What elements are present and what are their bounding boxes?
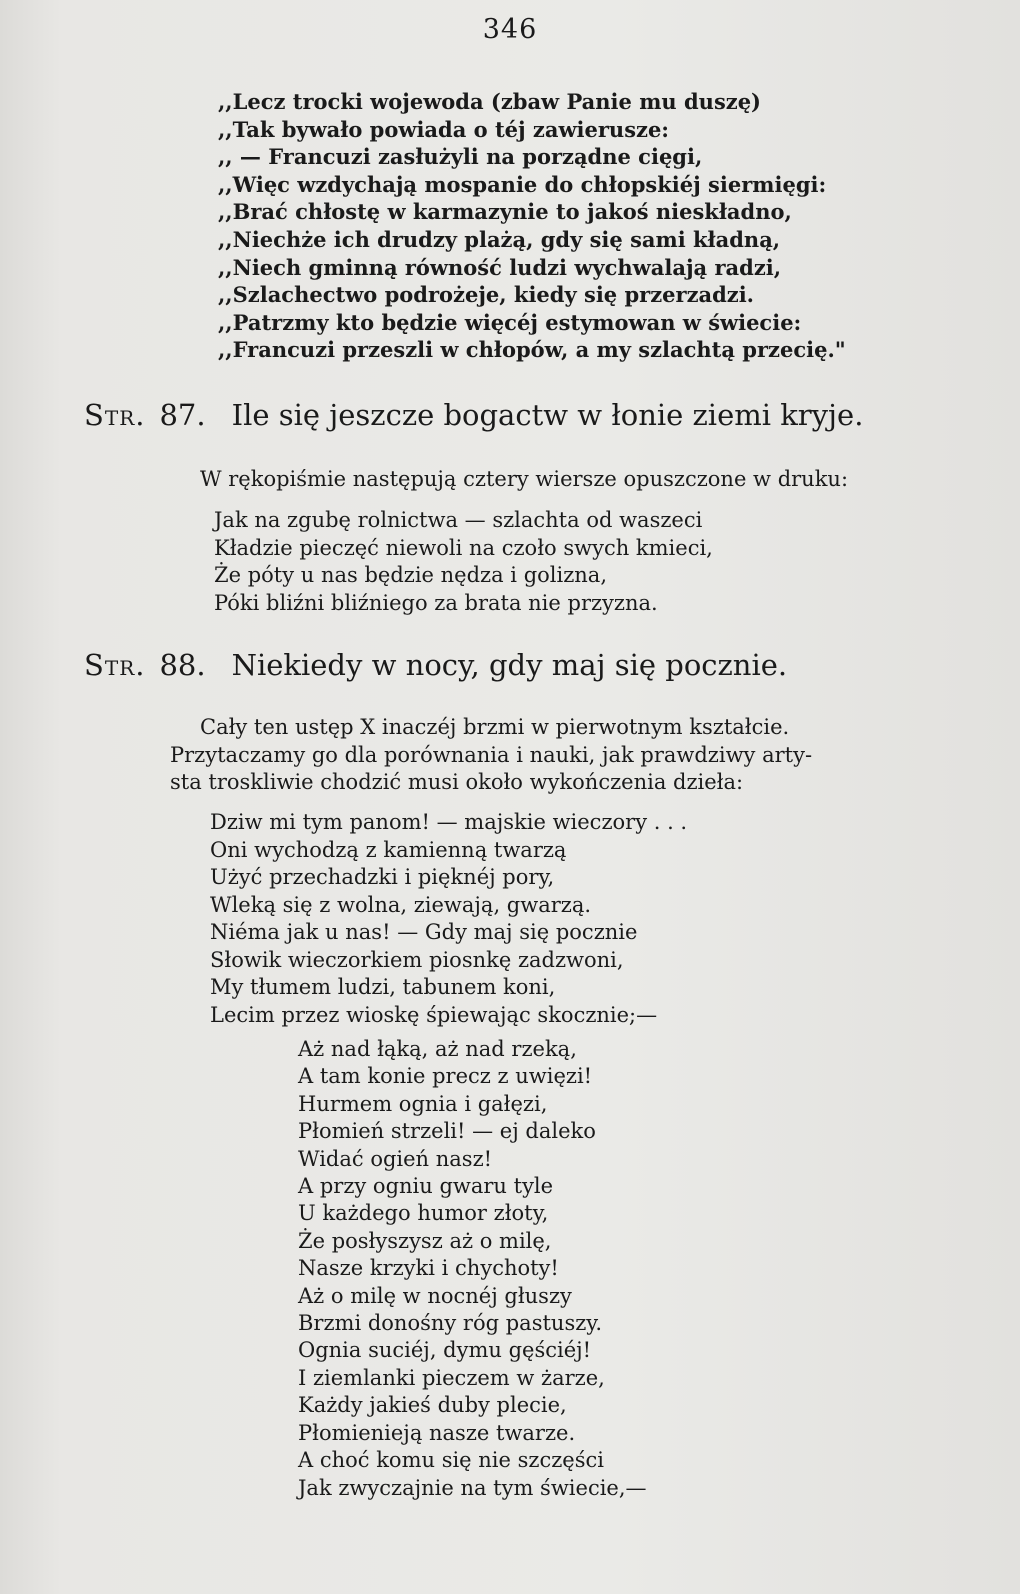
verse-line: Oni wychodzą z kamienną twarzą [210, 837, 567, 862]
verse-line: ,,Szlachectwo podrożeje, kiedy się przerzadzi. [218, 282, 754, 308]
verse-line: Nasze krzyki i chychoty! [298, 1256, 559, 1281]
section-number: 88. [159, 648, 206, 682]
verse-line: U każdego humor złoty, [298, 1201, 549, 1226]
section-label: Str. [84, 648, 146, 682]
commentary-paragraph [170, 714, 950, 797]
poem-quote-top [218, 88, 846, 364]
verse-line: Jak na zgubę rolnictwa — szlachta od waszeci [214, 508, 703, 532]
poem-original-stanza-2 [298, 1036, 647, 1502]
section-title: Ile się jeszcze bogactw w łonie ziemi kryje. [231, 398, 864, 432]
verse-line: ,,Francuzi przeszli w chłopów, a my szlachtą przecię." [218, 337, 846, 363]
verse-line: ,,Niech gminną równość ludzi wychwalają radzi, [218, 254, 782, 280]
verse-line: Póki bliźni bliźniego za brata nie przyzna. [214, 590, 658, 615]
verse-line: Hurmem ognia i gałęzi, [298, 1091, 548, 1116]
verse-line: Dziw mi tym panom! — majskie wieczory . . . [210, 810, 688, 834]
verse-line: I ziemlanki pieczem w żarze, [298, 1365, 605, 1390]
verse-line: Niéma jak u nas! — Gdy maj się pocznie [210, 920, 638, 944]
verse-line: A choć komu się nie szczęści [298, 1448, 604, 1473]
verse-line: Ognia suciéj, dymu gęściéj! [298, 1338, 592, 1363]
verse-line: My tłumem ludzi, tabunem koni, [210, 975, 556, 999]
verse-line: Wleką się z wolna, ziewają, gwarzą. [210, 892, 592, 917]
manuscript-note: W rękopiśmie następują cztery wiersze opuszczone w druku: [200, 467, 849, 491]
verse-line: A tam konie precz z uwięzi! [298, 1064, 593, 1089]
verse-line: Że póty u nas będzie nędza i golizna, [214, 563, 608, 587]
page-number: 346 [482, 14, 538, 45]
verse-line: ,,Niechże ich drudzy plażą, gdy się sami kładną, [218, 226, 781, 252]
prose-line: Przytaczamy go dla porównania i nauki, jak prawdziwy arty- [170, 742, 813, 767]
verse-line: A przy ogniu gwaru tyle [298, 1174, 554, 1199]
prose-line: Cały ten ustęp X inaczéj brzmi w pierwotnym kształcie. [200, 715, 790, 739]
section-number: 87. [159, 398, 206, 432]
verse-line: Jak zwyczajnie na tym świecie,— [298, 1475, 647, 1500]
verse-line: Każdy jakieś duby plecie, [298, 1393, 567, 1418]
verse-line: Lecim przez wioskę śpiewając skocznie;— [210, 1002, 658, 1027]
verse-line: Płomień strzeli! — ej daleko [298, 1119, 596, 1144]
poem-original-stanza-1 [210, 809, 687, 1029]
verse-line: Słowik wieczorkiem piosnkę zadzwoni, [210, 947, 624, 972]
verse-line: Widać ogień nasz! [298, 1146, 493, 1171]
verse-line: ,,Więc wzdychają mospanie do chłopskiéj siermięgi: [218, 171, 827, 197]
verse-line: ,,Lecz trocki wojewoda (zbaw Panie mu duszę) [218, 89, 761, 114]
section-heading-88 [84, 648, 787, 682]
verse-line: Aż o milę w nocnéj głuszy [298, 1283, 572, 1308]
verse-line: Że posłyszysz aż o milę, [298, 1228, 552, 1253]
section-heading-87 [84, 398, 863, 432]
verse-line: Aż nad łąką, aż nad rzeką, [298, 1037, 577, 1061]
prose-line: sta troskliwie chodzić musi około wykończenia dzieła: [170, 770, 744, 794]
verse-line: ,,Tak bywało powiada o téj zawierusze: [218, 116, 670, 142]
section-title: Niekiedy w nocy, gdy maj się pocznie. [231, 648, 788, 682]
verse-line: ,,Brać chłostę w karmazynie to jakoś nieskładno, [218, 199, 792, 225]
verse-line: ,, — Francuzi zasłużyli na porządne cięgi, [218, 144, 703, 170]
verse-line: Użyć przechadzki i pięknéj pory, [210, 865, 555, 889]
verse-line: Płomienieją nasze twarze. [298, 1420, 576, 1445]
verse-line: Brzmi donośny róg pastuszy. [298, 1311, 603, 1336]
verse-line: ,,Patrzmy kto będzie więcéj estymowan w świecie: [218, 309, 802, 335]
poem-omitted-verses [214, 507, 713, 617]
section-label: Str. [84, 398, 146, 432]
verse-line: Kładzie pieczęć niewoli na czoło swych kmieci, [214, 535, 713, 560]
